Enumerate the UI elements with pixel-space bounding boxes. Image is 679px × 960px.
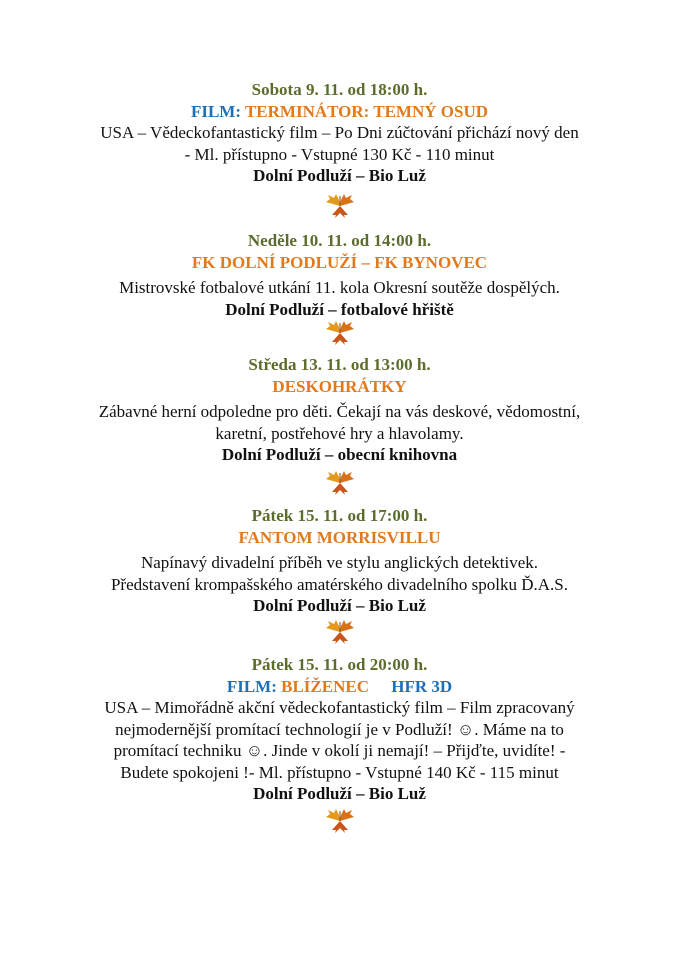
event-5 bbox=[0, 654, 679, 805]
event-description-line: karetní, postřehové hry a hlavolamy. bbox=[215, 423, 464, 443]
event-venue: Dolní Podluží – Bio Luž bbox=[253, 166, 426, 185]
event-description-line: Představení krompašského amatérského divadelního spolku Ď.A.S. bbox=[110, 574, 569, 594]
event-description-line: nejmodernější promítací technologií je v Podluží! ☺. Máme na to bbox=[115, 719, 564, 739]
event-title: BLÍŽENEC bbox=[281, 676, 369, 696]
event-title-line bbox=[0, 676, 679, 698]
event-title: DESKOHRÁTKY bbox=[272, 376, 407, 396]
event-description-line: Mistrovské fotbalové utkání 11. kola Okresní soutěže dospělých. bbox=[119, 278, 560, 297]
event-venue: Dolní Podluží – fotbalové hřiště bbox=[225, 299, 454, 319]
event-title: FK DOLNÍ PODLUŽÍ – FK BYNOVEC bbox=[191, 252, 488, 272]
event-venue: Dolní Podluží – Bio Luž bbox=[253, 784, 426, 803]
event-title: TERMINÁTOR: TEMNÝ OSUD bbox=[244, 101, 489, 121]
event-description-line: Zábavné herní odpoledne pro děti. Čekají na vás deskové, vědomostní, bbox=[98, 402, 581, 421]
event-date: Středa 13. 11. od 13:00 h. bbox=[248, 355, 431, 374]
autumn-leaves-icon bbox=[322, 193, 358, 219]
event-venue: Dolní Podluží – Bio Luž bbox=[253, 596, 426, 615]
event-date: Pátek 15. 11. od 17:00 h. bbox=[251, 506, 428, 525]
event-date: Sobota 9. 11. od 18:00 h. bbox=[251, 80, 428, 99]
film-label: FILM: bbox=[226, 676, 277, 696]
event-description-line: - Ml. přístupno - Vstupné 130 Kč - 110 minut bbox=[184, 144, 495, 164]
event-date: Pátek 15. 11. od 20:00 h. bbox=[251, 655, 428, 674]
event-1 bbox=[0, 79, 679, 187]
event-description-line: USA – Vědeckofantastický film – Po Dni zúčtování přichází nový den bbox=[100, 123, 579, 142]
film-label: FILM: bbox=[190, 101, 241, 121]
event-2 bbox=[0, 230, 679, 320]
event-description-line: Budete spokojeni !- Ml. přístupno - Vstupné 140 Kč - 115 minut bbox=[120, 762, 559, 782]
event-description-line: Napínavý divadelní příběh ve stylu anglických detektivek. bbox=[140, 553, 539, 572]
event-date: Neděle 10. 11. od 14:00 h. bbox=[247, 231, 432, 250]
event-venue: Dolní Podluží – obecní knihovna bbox=[221, 445, 458, 464]
event-title: FANTOM MORRISVILLU bbox=[238, 527, 441, 547]
autumn-leaves-icon bbox=[322, 808, 358, 834]
event-description-line: promítací techniku ☺. Jinde v okolí ji nemají! – Přijďte, uvidíte! - bbox=[113, 741, 566, 760]
autumn-leaves-icon bbox=[322, 470, 358, 496]
event-description-line: USA – Mimořádně akční vědeckofantastický film – Film zpracovaný bbox=[104, 698, 575, 717]
event-4 bbox=[0, 505, 679, 617]
autumn-leaves-icon bbox=[322, 320, 358, 346]
event-3 bbox=[0, 354, 679, 466]
event-title-line bbox=[0, 101, 679, 123]
autumn-leaves-icon bbox=[322, 619, 358, 645]
event-format: HFR 3D bbox=[391, 676, 453, 696]
